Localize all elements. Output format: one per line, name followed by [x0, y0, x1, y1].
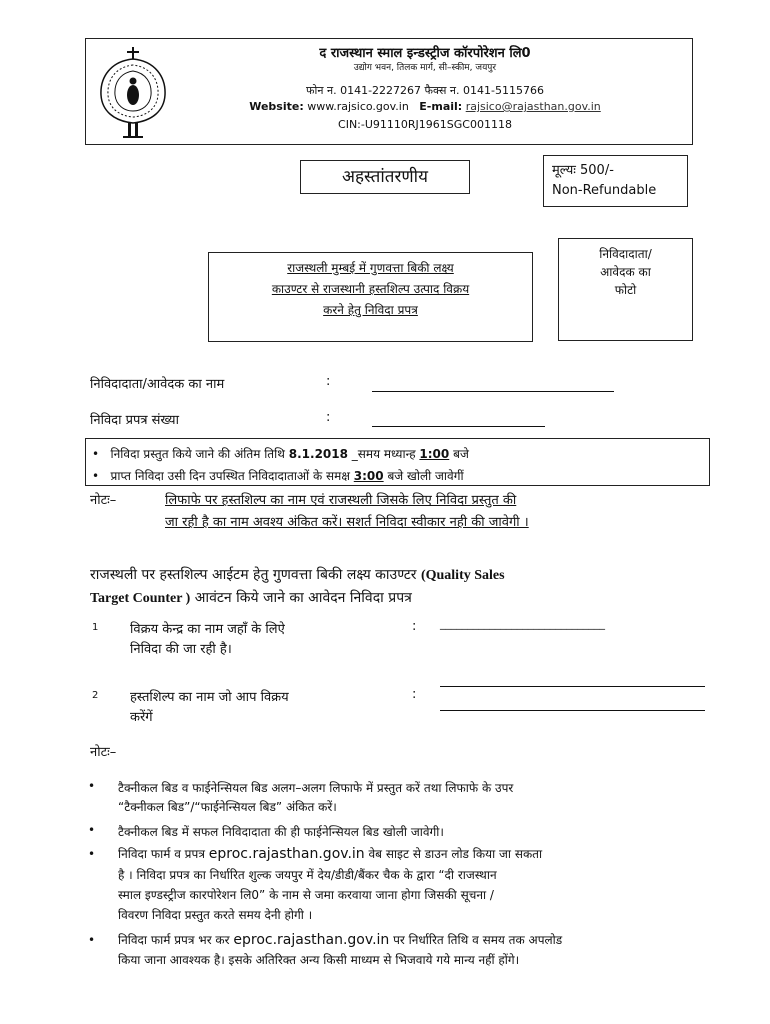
item-1-line-1: विक्रय केन्द्र का नाम जहाँ के लिऐ [130, 622, 285, 637]
tender-no-colon: : [326, 410, 331, 425]
note-2-bullet-1: • [88, 779, 96, 793]
web-email-line [175, 100, 675, 113]
applicant-name-label: निविदादाता/आवेदक का नाम [90, 377, 225, 392]
item-2-field-line-1[interactable] [440, 685, 705, 687]
note-2-bullet-4: • [88, 933, 96, 947]
item-2-colon: : [412, 687, 417, 702]
applicant-name-colon: : [326, 374, 331, 389]
email-label: E-mail: [419, 100, 463, 113]
note-1-line-1: लिफाफे पर हस्तशिल्प का नाम एवं राजस्थली जिसके लिए निविदा प्रस्तुत की [165, 493, 517, 508]
org-name: द राजस्थान स्माल इन्डस्ट्रीज कॉरपोरेशन लि0 [319, 46, 531, 61]
fee-note: Non-Refundable [552, 183, 657, 198]
deadline-mid: _समय मध्यान्ह [351, 447, 416, 461]
item-2-number: 2 [92, 690, 99, 701]
tender-no-label: निविदा प्रपत्र संख्या [90, 413, 179, 428]
rsic-peacock-logo [96, 45, 170, 143]
deadline-post: बजे [453, 447, 469, 461]
note-2-b3-line-2: है । निविदा प्रपत्र का निर्धारित शुल्क जयपुर में देय/डीडी/बैंकर चैक के द्वारा “दी राजस्थान [118, 868, 497, 882]
title-line-3: करने हेतु निविदा प्रपत्र [323, 303, 418, 317]
item-2-field-line-2[interactable] [440, 709, 705, 711]
note-2-b3-line-1: निविदा फार्म व प्रपत्र eproc.rajasthan.gov.in वेब साइट से डाउन लोड किया जा सकता [118, 846, 543, 862]
note-2-b3-line-3: स्माल इण्डस्ट्रीज कारपोरेशन लि0” के नाम से जमा करवाया जाना होगा जिसकी सूचना / [118, 888, 494, 902]
note-2-bullet-3: • [88, 847, 96, 861]
note-2-b4-line-2: किया जाना आवश्यक है। इसके अतिरिक्त अन्य किसी माध्यम से भिजवाये गये मान्य नहीं होंगे। [118, 953, 520, 967]
fee-amount: मूल्यः 500/- [552, 163, 614, 178]
opening-post: बजे खोली जावेगीं [387, 469, 464, 483]
item-1-number: 1 [92, 622, 99, 633]
opening-bullet: • प्राप्त निविदा उसी दिन उपस्थित निविदादाताओं के समक्ष 3:00 बजे खोली जावेगीं [92, 469, 464, 483]
deadline-time: 1:00 [419, 447, 450, 461]
note-1-label: नोटः– [90, 493, 117, 508]
applicant-name-field[interactable] [372, 390, 614, 392]
website-link[interactable]: www.rajsico.gov.in [307, 100, 409, 113]
fax-number: 0141-5115766 [463, 84, 544, 97]
item-1-line-2: निविदा की जा रही है। [130, 642, 232, 657]
phone-fax-line [175, 83, 675, 98]
item-1-colon: : [412, 619, 417, 634]
fee-box [543, 155, 688, 207]
title-line-1: राजस्थली मुम्बई में गुणवत्ता बिकी लक्ष्य [287, 261, 454, 275]
photo-line-1: निविदादाता/ [599, 247, 652, 261]
note-2-b1-line-2: “टैक्नीकल बिड”/“फाईनेन्सियल बिड” अंकित करें। [118, 800, 337, 814]
note-1-line-2: जा रही है का नाम अवश्य अंकित करें। सशर्त निविदा स्वीकार नही की जावेगी । [165, 515, 529, 530]
fax-label: फैक्स न. [424, 84, 460, 97]
section-heading-line-1: राजस्थली पर हस्तशिल्प आईटम हेतु गुणवत्ता बिकी लक्ष्य काउण्टर (Quality Sales [90, 567, 505, 583]
non-transferable-box: अहस्तांतरणीय [300, 160, 470, 194]
deadline-bullet: • निविदा प्रस्तुत किये जाने की अंतिम तिथि 8.1.2018 _समय मध्यान्ह 1:00 बजे [92, 447, 469, 461]
deadline-date: 8.1.2018 [288, 447, 348, 461]
note-2-bullet-2: • [88, 823, 96, 837]
org-address: उद्योग भवन, तिलक मार्ग, सी–स्कीम, जयपुर [353, 63, 497, 73]
photo-line-3: फोटो [614, 283, 637, 297]
website-label: Website: [249, 100, 304, 113]
title-line-2: काउण्टर से राजस्थानी हस्तशिल्प उत्पाद विक्रय [271, 282, 470, 296]
opening-text: प्राप्त निविदा उसी दिन उपस्थित निविदादाताओं के समक्ष [110, 469, 350, 483]
item-1-blank[interactable]: ______________________________ [440, 617, 605, 630]
note-2-b4-line-1: निविदा फार्म प्रपत्र भर कर eproc.rajasthan.gov.in पर निर्धारित तिथि व समय तक अपलोड [118, 932, 563, 948]
eproc-link-2[interactable]: eproc.rajasthan.gov.in [233, 932, 390, 948]
note-2-b3-line-4: विवरण निविदा प्रस्तुत करते समय देनी होगी । [118, 908, 313, 922]
note-2-label: नोटः– [90, 745, 117, 760]
section-heading-line-2: Target Counter ) आवंटन किये जाने का आवेदन निविदा प्रपत्र [90, 590, 412, 606]
cin-number: CIN:-U91110RJ1961SGC001118 [338, 118, 512, 131]
eproc-link-1[interactable]: eproc.rajasthan.gov.in [208, 846, 365, 862]
item-2-line-2: करेंगें [130, 710, 153, 725]
note-2-b1-line-1: टैक्नीकल बिड व फाईनेन्सियल बिड अलग–अलग लिफाफे में प्रस्तुत करें तथा लिफाफे के उपर [118, 781, 514, 795]
opening-time: 3:00 [353, 469, 384, 483]
tender-title-box [208, 252, 533, 342]
item-2-line-1: हस्तशिल्प का नाम जो आप विक्रय [130, 690, 289, 705]
photo-line-2: आवेदक का [600, 265, 651, 279]
tender-no-field[interactable] [372, 425, 545, 427]
deadline-text: निविदा प्रस्तुत किये जाने की अंतिम तिथि [110, 447, 285, 461]
phone-number: 0141-2227267 [340, 84, 422, 97]
email-link[interactable]: rajsico@rajasthan.gov.in [465, 100, 601, 113]
photo-box [558, 238, 693, 341]
phone-label: फोन न. [306, 84, 337, 97]
note-2-b2-line-1: टैक्नीकल बिड में सफल निविदादाता की ही फाईनेन्सियल बिड खोली जावेगी। [118, 825, 444, 839]
